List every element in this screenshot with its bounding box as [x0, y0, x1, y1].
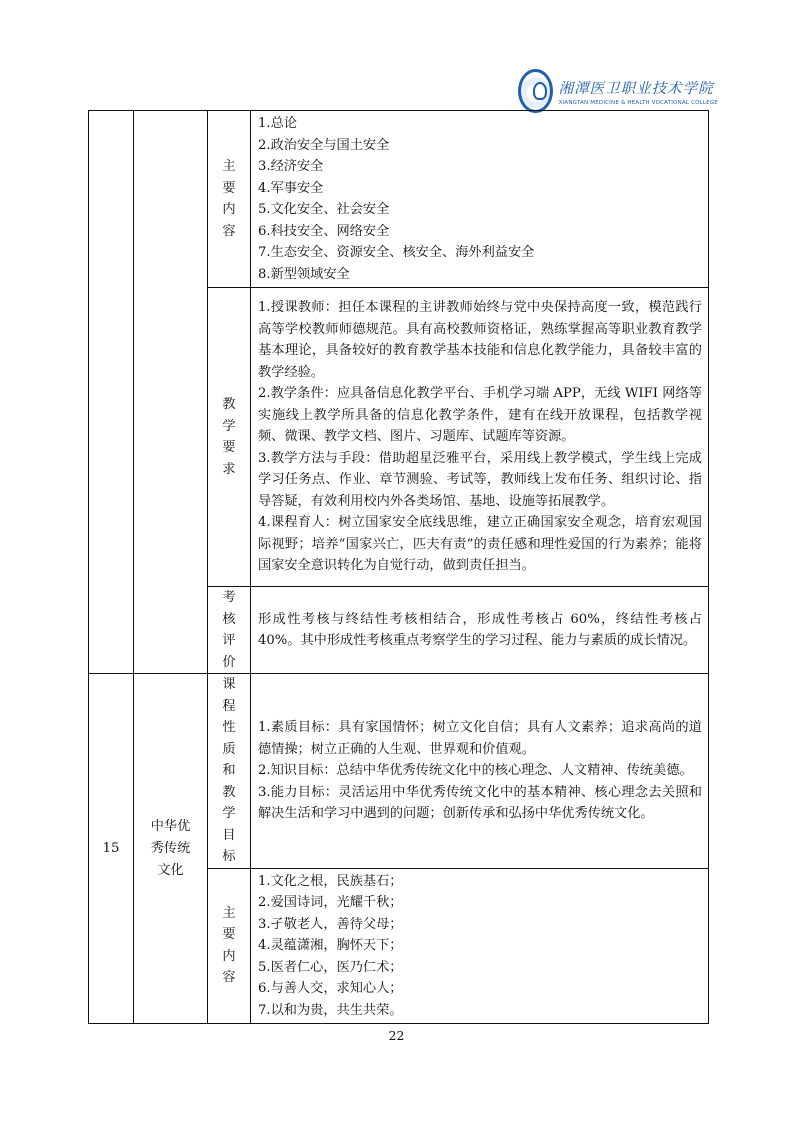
objectives-text — [251, 674, 709, 869]
label-teaching-requirements: 教 学 要 求 — [208, 288, 251, 587]
list-item: 6.科技安全、网络安全 — [258, 223, 390, 239]
page-number: 22 — [388, 1028, 405, 1043]
list-item: 4.灵蕴潇湘，胸怀天下； — [258, 938, 403, 953]
label-objectives: 课 程 性 质 和 教 学 目 标 — [208, 674, 251, 869]
list-item: 1.总论 — [258, 116, 297, 131]
college-name-en: XIANGTAN MEDICINE & HEALTH VOCATIONAL COLLEGE — [558, 99, 718, 106]
paragraph: 2.知识目标：总结中华优秀传统文化中的核心理念、人文精神、传统美德。 — [258, 763, 693, 778]
curriculum-table — [88, 110, 709, 1024]
main-content-list — [251, 111, 709, 288]
list-item: 2.爱国诗词，光耀千秋； — [258, 895, 403, 910]
list-item: 8.新型领域安全 — [258, 266, 350, 282]
teaching-requirements-text — [251, 288, 709, 587]
paragraph: 3.教学方法与手段：借助超星泛雅平台，采用线上教学模式，学生线上完成学习任务点、作业、章节测验、考试等，教师线上发布任务、组织讨论、指导答疑，有效利用校内外各类场馆、基地、设施等拓展教学。 — [258, 450, 702, 509]
paragraph: 形成性考核与终结性考核相结合，形成性考核占 60%，终结性考核占 40%。其中形成性考核重点考察学生的学习过程、能力与素质的成长情况。 — [258, 611, 702, 648]
course-content-list — [251, 868, 709, 1024]
course-number-cell: 15 — [89, 674, 134, 1024]
assessment-text — [251, 587, 709, 674]
college-name-cn: 湘潭医卫职业技术学院 — [558, 80, 714, 97]
course-number-cell-prev — [89, 111, 134, 674]
paragraph: 1.授课教师：担任本课程的主讲教师始终与党中央保持高度一致，模范践行高等学校教师师德规范。具有高校教师资格证，熟练掌握高等职业教育教学基本理论，具备较好的教育教学基本技能和信息化教学能力，具备较丰富的教学经验。 — [258, 300, 702, 380]
label-main-content: 主 要 内 容 — [208, 111, 251, 288]
list-item: 3.孑敬老人，善待父母； — [258, 916, 403, 932]
college-logo — [518, 66, 718, 116]
list-item: 3.经济安全 — [258, 159, 324, 174]
college-logo-text — [559, 77, 718, 106]
paragraph: 1.素质目标：具有家国情怀；树立文化自信；具有人文素养；追求高尚的道德情操；树立正确的人生观、世界观和价值观。 — [258, 720, 702, 757]
course-name-cell: 中华优 秀传统 文化 — [134, 674, 208, 1024]
paragraph: 2.教学条件：应具备信息化教学平台、手机学习端 APP，无线 WIFI 网络等实施线上教学所具备的信息化教学条件，建有在线开放课程，包括教学视频、微课、教学文档、图片、习题库、试题库等资源。 — [258, 386, 702, 445]
label-assessment: 考 核 评 价 — [208, 587, 251, 674]
list-item: 2.政治安全与国土安全 — [258, 137, 390, 153]
course-name-cell-prev — [134, 111, 208, 674]
list-item: 1.文化之根，民族基石； — [258, 873, 403, 889]
table-row — [89, 674, 709, 869]
list-item: 7.以和为贵，共生共荣。 — [258, 1002, 403, 1018]
list-item: 5.文化安全、社会安全 — [258, 202, 390, 217]
paragraph: 3.能力目标：灵活运用中华优秀传统文化中的基本精神、核心理念去关照和解决生活和学习中遇到的问题；创新传承和弘扬中华优秀传统文化。 — [258, 784, 702, 821]
list-item: 5.医者仁心，医乃仁术； — [258, 959, 403, 975]
list-item: 4.军事安全 — [258, 180, 324, 196]
label-course-content: 主 要 内 容 — [208, 868, 251, 1024]
list-item: 6.与善人交，求知心人； — [258, 981, 403, 996]
college-seal-icon — [518, 69, 553, 113]
paragraph: 4.课程育人：树立国家安全底线思维，建立正确国家安全观念，培育宏观国际视野；培养“国家兴亡，匹夫有责”的责任感和理性爱国的行为素养；能将国家安全意识转化为自觉行动，做到责任担当。 — [258, 515, 702, 574]
list-item: 7.生态安全、资源安全、核安全、海外利益安全 — [258, 245, 535, 260]
table-row — [89, 111, 709, 288]
